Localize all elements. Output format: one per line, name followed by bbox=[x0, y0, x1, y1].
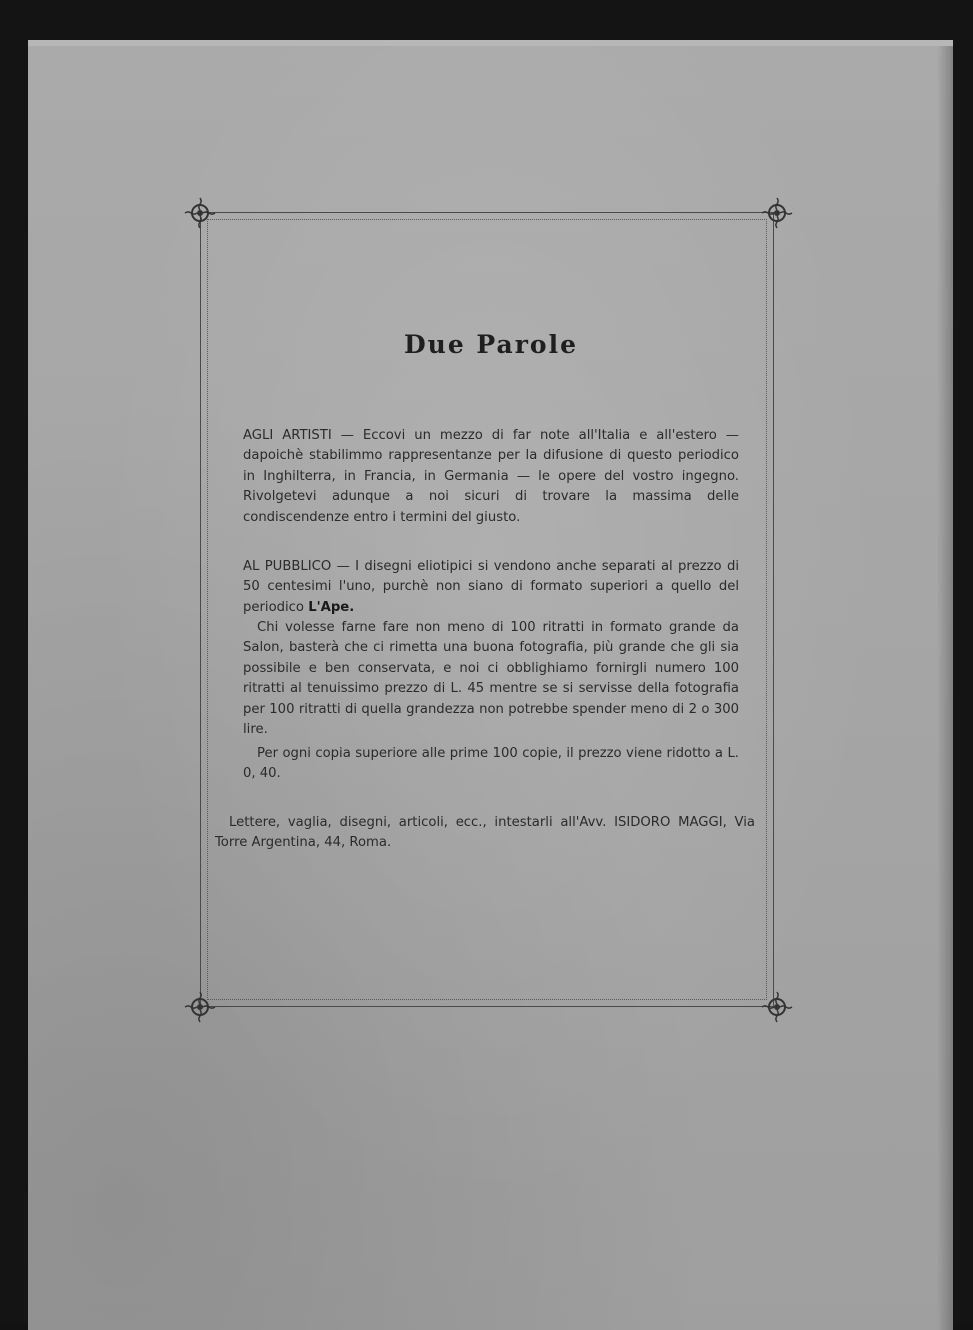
ornament-bottom-left-icon bbox=[183, 990, 217, 1024]
paragraph-copie: Per ogni copia superiore alle prime 100 copie, il prezzo viene ridotto a L. 0, 40. bbox=[243, 746, 739, 782]
ornament-top-right-icon bbox=[760, 196, 794, 230]
page-edge-shadow bbox=[937, 46, 953, 1330]
ornament-top-left-icon bbox=[183, 196, 217, 230]
paragraph-ritratti: Chi volesse farne fare non meno di 100 ritratti in formato grande da Salon, basterà che ci rimetta una buona fotografia, più grande che gli sia possibile e ben conservata, e noi ci obblighiamo fornirgli numero 100 ritratti al tenuissimo prezzo di L. 45 mentre se si servisse della fotografia per 100 ritratti di quella grandezza non potrebbe spender meno di 2 o 300 lire. bbox=[243, 620, 739, 738]
al-pubblico-text: AL PUBBLICO — I disegni eliotipici si vendono anche separati al prezzo di 50 centesimi l'uno, purchè non siano di formato superiori a quello del periodico bbox=[243, 559, 739, 615]
ornament-bottom-right-icon bbox=[760, 990, 794, 1024]
page-title: Due Parole bbox=[403, 330, 579, 359]
periodical-name: L'Ape. bbox=[308, 599, 355, 615]
paragraph-agli-artisti: AGLI ARTISTI — Eccovi un mezzo di far note all'Italia e all'estero — dapoichè stabilimmo rappresentanze per la difusione di questo periodico in Inghilterra, in Francia, in Germania — le opere del vostro ingegno. Rivolgetevi adunque a noi sicuri di trovare la massima delle condiscendenze entro i termini del giusto. bbox=[243, 428, 739, 525]
paragraph-al-pubblico bbox=[243, 557, 739, 618]
paragraph-indirizzo: Lettere, vaglia, disegni, articoli, ecc., intestarli all'Avv. ISIDORO MAGGI, Via Torre Argentina, 44, Roma. bbox=[215, 815, 755, 851]
